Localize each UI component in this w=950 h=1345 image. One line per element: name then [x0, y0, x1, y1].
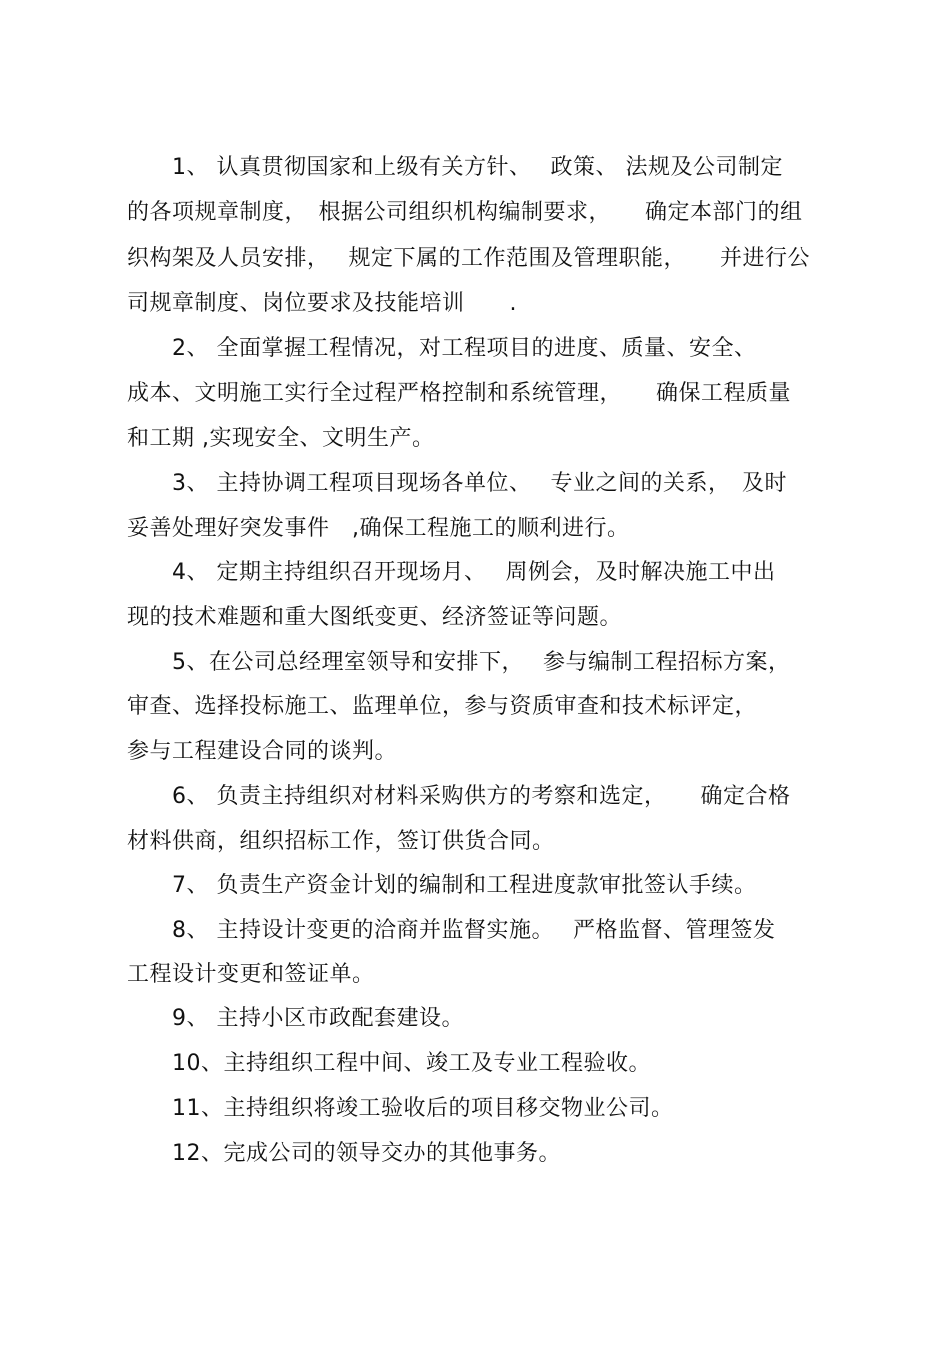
text-line-20: 9、 主持小区市政配套建设。: [127, 1006, 464, 1031]
text-line-7: 和工期 ,实现安全、文明生产。: [127, 426, 435, 451]
text-line-17: 7、 负责生产资金计划的编制和工程进度款审批签认手续。: [127, 873, 757, 898]
text-line-1: 1、 认真贯彻国家和上级有关方针、 政策、 法规及公司制定: [127, 155, 783, 180]
text-line-23: 12、完成公司的领导交办的其他事务。: [127, 1141, 561, 1166]
text-line-12: 5、在公司总经理室领导和安排下， 参与编制工程招标方案，: [127, 650, 791, 675]
text-line-9: 妥善处理好突发事件 ,确保工程施工的顺利进行。: [127, 516, 630, 541]
text-line-16: 材料供商，组织招标工作，签订供货合同。: [127, 829, 555, 854]
text-line-4: 司规章制度、岗位要求及技能培训 .: [127, 291, 517, 316]
text-line-19: 工程设计变更和签证单。: [127, 962, 375, 987]
text-line-21: 10、主持组织工程中间、竣工及专业工程验收。: [127, 1051, 651, 1076]
text-line-10: 4、 定期主持组织召开现场月、 周例会，及时解决施工中出: [127, 560, 776, 585]
text-line-13: 审查、选择投标施工、监理单位，参与资质审查和技术标评定，: [127, 694, 758, 719]
text-line-8: 3、 主持协调工程项目现场各单位、 专业之间的关系， 及时: [127, 471, 787, 496]
text-line-14: 参与工程建设合同的谈判。: [127, 739, 398, 764]
text-line-22: 11、主持组织将竣工验收后的项目移交物业公司。: [127, 1096, 674, 1121]
text-line-15: 6、 负责主持组织对材料采购供方的考察和选定， 确定合格: [127, 784, 791, 809]
text-line-3: 织构架及人员安排， 规定下属的工作范围及管理职能， 并进行公: [127, 246, 810, 271]
text-line-11: 现的技术难题和重大图纸变更、经济签证等问题。: [127, 605, 623, 630]
text-line-6: 成本、文明施工实行全过程严格控制和系统管理， 确保工程质量: [127, 381, 792, 406]
text-line-5: 2、 全面掌握工程情况，对工程项目的进度、质量、安全、: [127, 336, 757, 361]
text-line-2: 的各项规章制度， 根据公司组织机构编制要求， 确定本部门的组: [127, 200, 803, 225]
text-line-18: 8、 主持设计变更的洽商并监督实施。 严格监督、管理签发: [127, 918, 776, 943]
